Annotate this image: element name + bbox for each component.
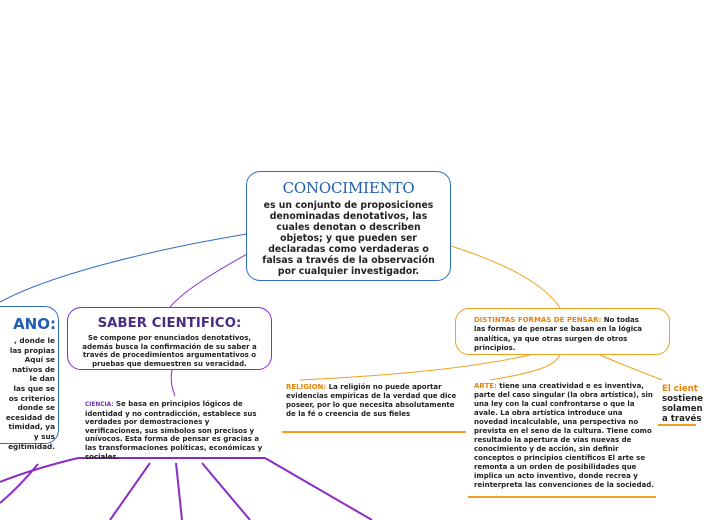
link-left-offscreen-2 — [0, 464, 38, 503]
religion-text: La religión no puede aportar evidencias empíricas de la verdad que dice poseer, por lo que necesita absolutamente de la fé o creencia de sus fieles — [286, 383, 457, 418]
link-distintas-to-right — [600, 355, 662, 380]
link-ciencia-child-3 — [202, 463, 250, 520]
distintas-text: No todas las formas de pensar se basan en la lógica analítica, ya que otras surgen de otros principios. — [474, 316, 642, 353]
link-distintas-to-arte — [490, 355, 560, 380]
ciencia-text: Se basa en principios lógicos de identidad y no contradicción, establece sus verdades por demostraciones y verificaciones, sus símbolos son precisos y unívocos. Esta forma de pensar es gracias a las transformaciones políticas, económicas y sociales. — [85, 400, 263, 461]
ciencia-label: CIENCIA: — [85, 402, 114, 408]
distintas-formas-node[interactable] — [455, 308, 670, 355]
left-node-line: timidad, ya — [8, 422, 55, 432]
central-title: CONOCIMIENTO — [282, 179, 415, 197]
arte-text: tiene una creatividad e es inventiva, parte del caso singular (la obra artística), sin una ley con la cual confrontarse o que la avale. La obra artística introduce una novedad incalculable, una perspectiva no prevista en el seno de la cultura. Tiene como resultado la apertura de vías nuevas de conocimiento y de acción, sin definir conceptos o principios científicos El arte se remonta a un orden de posibilidades que implica un acto inventivo, donde recrea y reinterpreta las convenciones de la sociedad. — [474, 382, 654, 489]
right-partial-line: solamen — [662, 404, 703, 414]
distintas-content — [474, 316, 651, 354]
link-central-to-saber — [170, 254, 247, 307]
religion-label: RELIGION: — [286, 383, 327, 391]
link-central-to-distintas — [451, 246, 560, 308]
link-ciencia-child-4 — [265, 458, 372, 520]
left-node-line: egitimidad. — [8, 441, 55, 451]
right-partial-topic[interactable] — [662, 384, 722, 424]
left-node-line: donde se — [17, 403, 55, 413]
link-central-to-left — [0, 234, 247, 302]
right-partial-line: sostiene — [662, 394, 703, 404]
saber-cientifico-node[interactable] — [67, 307, 272, 370]
left-node-line: las propias — [9, 345, 55, 355]
ciencia-topic[interactable] — [85, 400, 263, 461]
central-description: es un conjunto de proposiciones denominadas denotativos, las cuales denotan o describen objetos; y que pueden ser declaradas como verdaderas o falsas a través de la observación por cualquier investigador. — [262, 200, 435, 277]
link-saber-to-ciencia — [171, 370, 175, 396]
left-node-partial[interactable] — [0, 306, 59, 451]
central-node-conocimiento[interactable] — [246, 171, 451, 281]
saber-description: Se compone por enunciados denotativos, además busca la confirmación de su saber a través de procedimientos argumentativos o pruebas que demuestren su veracidad. — [82, 334, 257, 368]
distintas-label: DISTINTAS FORMAS DE PENSAR: — [474, 316, 602, 324]
left-node-title: ANO: — [13, 315, 56, 333]
left-node-line: os criterios — [8, 393, 55, 403]
right-partial-line: a través — [662, 414, 702, 424]
link-ciencia-to-left-offscreen — [0, 458, 78, 482]
saber-title: SABER CIENTIFICO: — [97, 316, 242, 331]
left-node-line: las que se — [13, 383, 55, 393]
arte-label: ARTE: — [474, 382, 497, 390]
right-partial-label: El cient — [662, 384, 698, 394]
left-node-line: , donde le — [14, 336, 55, 345]
left-node-text — [0, 336, 55, 451]
left-node-line: le dan — [29, 374, 55, 384]
religion-topic[interactable] — [286, 383, 464, 419]
link-distintas-to-religion — [300, 355, 530, 380]
left-node-line: Aquí se — [24, 355, 55, 365]
arte-topic[interactable] — [474, 382, 654, 490]
left-node-line: nativos de — [12, 364, 55, 374]
left-node-line: ecesidad de — [5, 412, 55, 422]
link-ciencia-child-1 — [110, 463, 150, 520]
link-ciencia-child-2 — [176, 463, 182, 520]
left-node-line: y sus — [33, 431, 55, 441]
